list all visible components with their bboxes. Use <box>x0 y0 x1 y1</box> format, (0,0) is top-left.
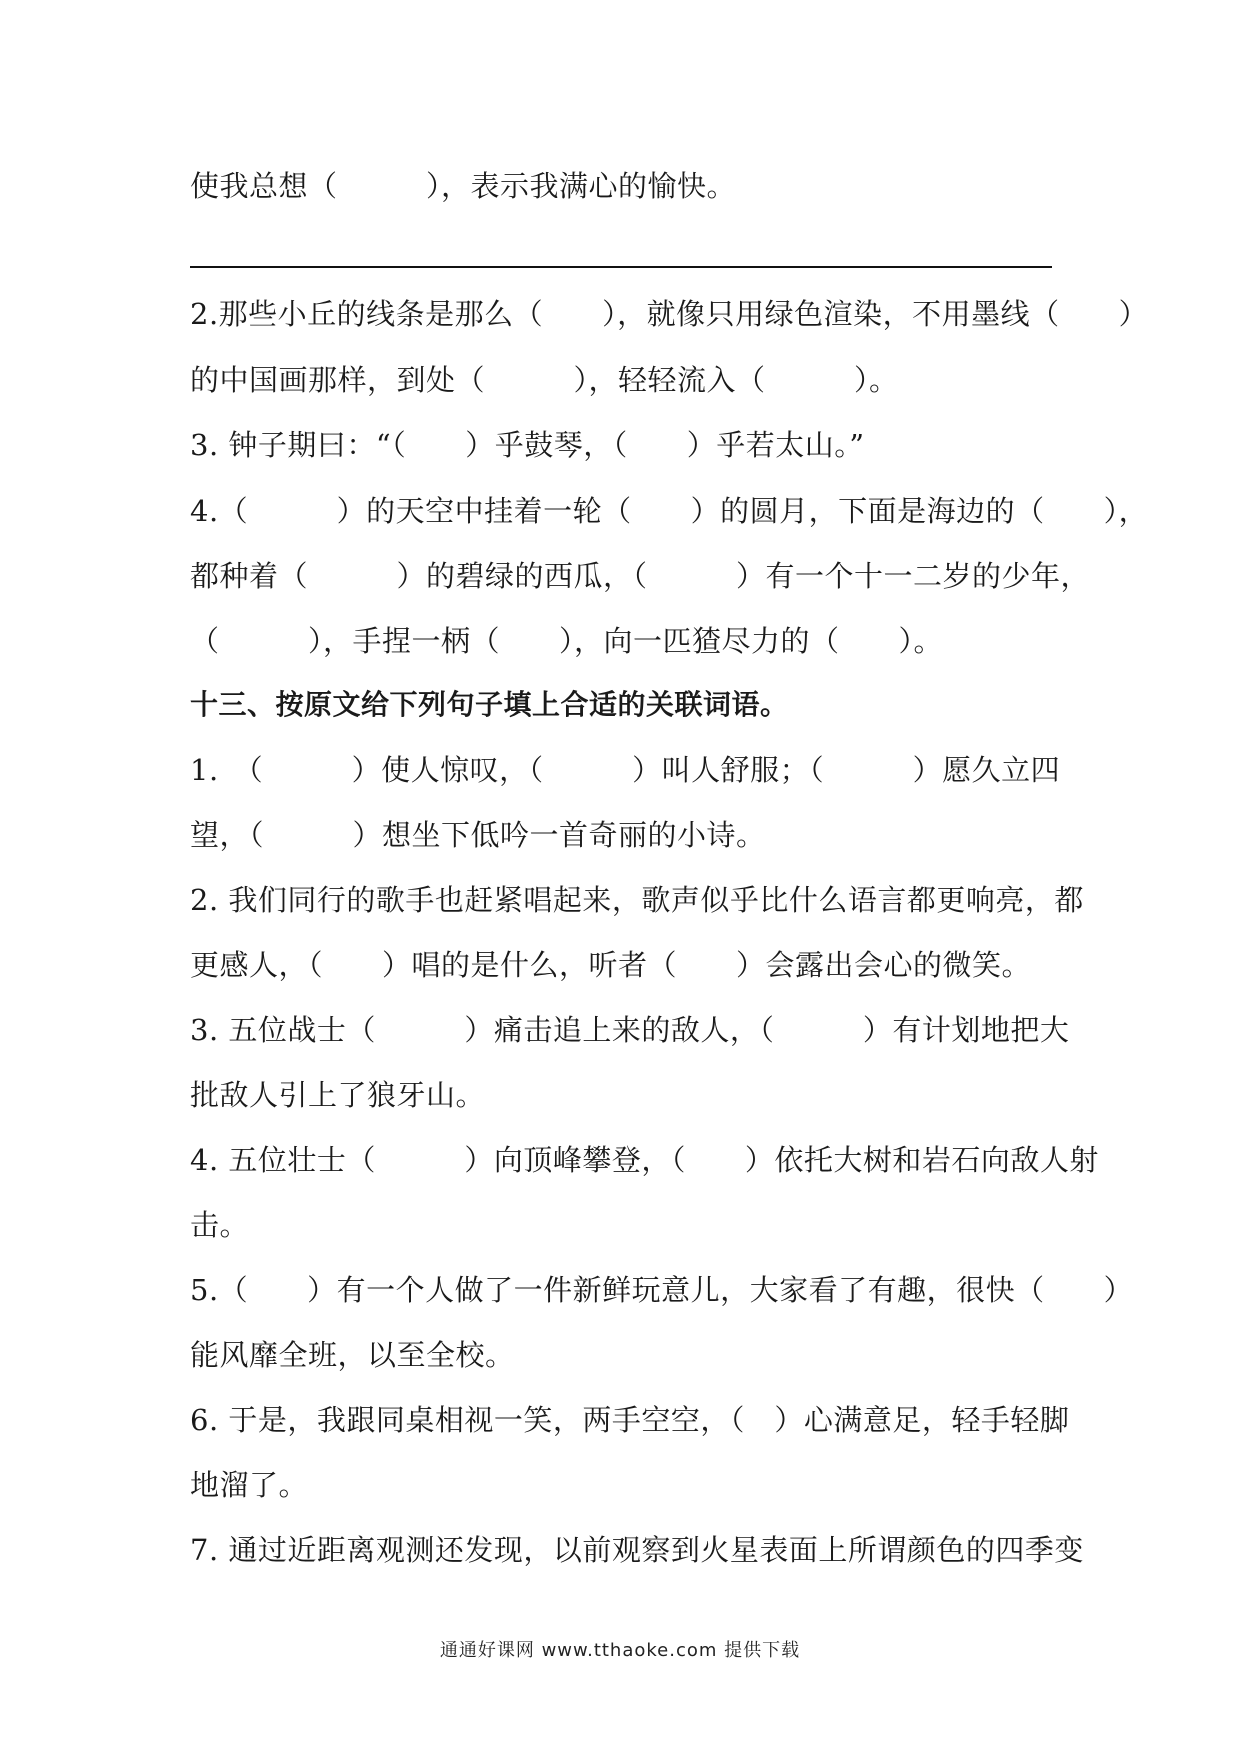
text-line-10: 望，（ ）想坐下低吟一首奇丽的小诗。 <box>190 818 766 852</box>
text-line-6: 都种着（ ）的碧绿的西瓜，（ ）有一个十一二岁的少年， <box>190 559 1091 593</box>
text-line-1: 使我总想（ ），表示我满心的愉快。 <box>190 169 737 203</box>
text-line-18: 能风靡全班，以至全校。 <box>190 1338 515 1372</box>
text-line-17: 5.（ ）有一个人做了一件新鲜玩意儿，大家看了有趣，很快（ ） <box>190 1273 1134 1307</box>
text-line-21: 7. 通过近距离观测还发现，以前观察到火星表面上所谓颜色的四季变 <box>190 1533 1084 1567</box>
text-line-11: 2. 我们同行的歌手也赶紧唱起来，歌声似乎比什么语言都更响亮，都 <box>190 883 1084 917</box>
text-line-15: 4. 五位壮士（ ）向顶峰攀登，（ ）依托大树和岩石向敌人射 <box>190 1143 1099 1177</box>
text-line-20: 地溜了。 <box>190 1468 309 1502</box>
text-line-13: 3. 五位战士（ ）痛击追上来的敌人，（ ）有计划地把大 <box>190 1013 1070 1047</box>
text-line-3: 的中国画那样，到处（ ），轻轻流入（ ）。 <box>190 363 899 397</box>
text-line-7: （ ），手捏一柄（ ），向一匹猹尽力的（ ）。 <box>190 624 944 658</box>
section-heading: 十三、按原文给下列句子填上合适的关联词语。 <box>190 688 789 721</box>
text-line-16: 击。 <box>190 1208 250 1242</box>
horizontal-rule <box>190 266 1052 268</box>
text-line-2: 2.那些小丘的线条是那么（ ），就像只用绿色渲染，不用墨线（ ） <box>190 297 1149 331</box>
text-line-5: 4.（ ）的天空中挂着一轮（ ）的圆月，下面是海边的（ ）， <box>190 494 1149 528</box>
text-line-4: 3. 钟子期曰：“（ ）乎鼓琴，（ ）乎若太山。” <box>190 428 865 462</box>
page-footer: 通通好课网 www.tthaoke.com 提供下载 <box>439 1640 801 1661</box>
text-line-12: 更感人，（ ）唱的是什么，听者（ ）会露出会心的微笑。 <box>190 948 1032 982</box>
text-line-9: 1. （ ）使人惊叹，（ ）叫人舒服；（ ）愿久立四 <box>190 753 1061 787</box>
text-line-14: 批敌人引上了狼牙山。 <box>190 1078 486 1112</box>
text-line-19: 6. 于是，我跟同桌相视一笑，两手空空，（ ）心满意足，轻手轻脚 <box>190 1403 1070 1437</box>
